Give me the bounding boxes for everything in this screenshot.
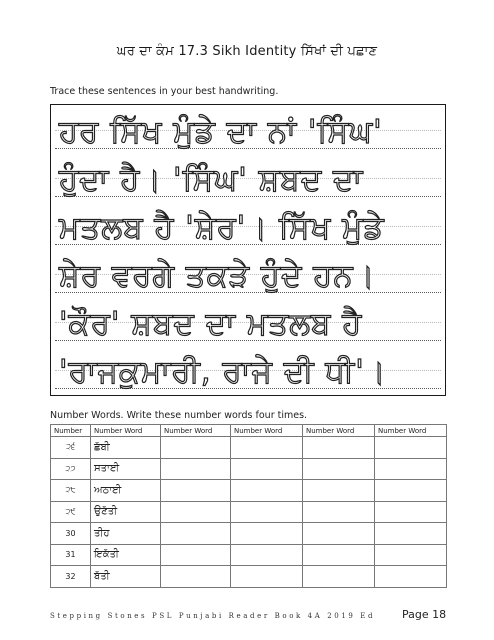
word-cell: ਬੱਤੀ — [91, 566, 161, 588]
number-cell: ੨੮ — [51, 480, 91, 502]
writing-cell[interactable] — [303, 523, 375, 545]
table-row — [51, 501, 447, 523]
trace-text: 'ਕੌਰ' ਸ਼ਬਦ ਦਾ ਮਤਲਬ ਹੈ — [59, 306, 363, 342]
writing-cell[interactable] — [161, 523, 231, 545]
column-header: Number — [51, 425, 91, 437]
column-header: Number Word — [161, 425, 231, 437]
writing-cell[interactable] — [161, 501, 231, 523]
column-header: Number Word — [303, 425, 375, 437]
writing-cell[interactable] — [161, 480, 231, 502]
writing-cell[interactable] — [231, 501, 303, 523]
word-cell: ਇਕੱਤੀ — [91, 544, 161, 566]
number-cell: ੨੯ — [51, 501, 91, 523]
number-cell: ੨੬ — [51, 437, 91, 459]
trace-text: ਹੁੰਦਾ ਹੈ। 'ਸਿੰਘ' ਸ਼ਬਦ ਦਾ — [59, 162, 364, 198]
table-row — [51, 566, 447, 588]
table-row — [51, 437, 447, 459]
table-header-row — [51, 425, 447, 437]
column-header: Number Word — [91, 425, 161, 437]
writing-cell[interactable] — [375, 523, 447, 545]
trace-line — [59, 299, 437, 347]
writing-cell[interactable] — [375, 501, 447, 523]
writing-cell[interactable] — [375, 480, 447, 502]
number-cell: 31 — [51, 544, 91, 566]
writing-cell[interactable] — [231, 480, 303, 502]
trace-line — [59, 251, 437, 299]
table-row — [51, 458, 447, 480]
writing-cell[interactable] — [375, 437, 447, 459]
trace-text: ਮਤਲਬ ਹੈ 'ਸ਼ੇਰ'। ਸਿੱਖ ਮੁੰਡੇ — [59, 210, 385, 246]
number-cell: ੨੭ — [51, 458, 91, 480]
word-cell: ਸਤਾਈ — [91, 458, 161, 480]
table-row — [51, 480, 447, 502]
number-cell: 32 — [51, 566, 91, 588]
word-cell: ਤੀਹ — [91, 523, 161, 545]
writing-cell[interactable] — [375, 544, 447, 566]
footer-text: Stepping Stones PSL Punjabi Reader Book 4A 2019 Ed — [50, 612, 376, 620]
writing-cell[interactable] — [303, 566, 375, 588]
writing-cell[interactable] — [303, 544, 375, 566]
table-row — [51, 544, 447, 566]
writing-cell[interactable] — [231, 458, 303, 480]
trace-line — [59, 203, 437, 251]
tracing-instruction: Trace these sentences in your best handwriting. — [50, 86, 279, 97]
tracing-box — [50, 104, 446, 396]
page-title: ਘਰ ਦਾ ਕੰਮ 17.3 Sikh Identity ਸਿੱਖਾਂ ਦੀ ਪਛਾਣ — [116, 44, 378, 59]
writing-cell[interactable] — [303, 458, 375, 480]
writing-cell[interactable] — [375, 458, 447, 480]
trace-text: 'ਰਾਜਕੁਮਾਰੀ, ਰਾਜੇ ਦੀ ਧੀ'। — [59, 354, 387, 390]
writing-cell[interactable] — [161, 458, 231, 480]
word-cell: ਉਣੱਤੀ — [91, 501, 161, 523]
writing-cell[interactable] — [161, 544, 231, 566]
writing-cell[interactable] — [231, 523, 303, 545]
writing-cell[interactable] — [375, 566, 447, 588]
writing-cell[interactable] — [231, 566, 303, 588]
writing-cell[interactable] — [303, 437, 375, 459]
word-cell: ਛੱਬੀ — [91, 437, 161, 459]
number-words-instruction: Number Words. Write these number words four times. — [50, 410, 308, 421]
page-number: Page 18 — [402, 608, 447, 621]
writing-cell[interactable] — [231, 437, 303, 459]
writing-cell[interactable] — [303, 480, 375, 502]
writing-cell[interactable] — [303, 501, 375, 523]
writing-cell[interactable] — [161, 566, 231, 588]
trace-text: ਹਰ ਸਿੱਖ ਮੁੰਡੇ ਦਾ ਨਾਂ 'ਸਿੰਘ' — [59, 114, 383, 150]
column-header: Number Word — [375, 425, 447, 437]
table-row — [51, 523, 447, 545]
trace-line — [59, 347, 437, 395]
trace-text: ਸ਼ੇਰ ਵਰਗੇ ਤਕੜੇ ਹੁੰਦੇ ਹਨ। — [59, 258, 376, 294]
writing-cell[interactable] — [231, 544, 303, 566]
trace-line — [59, 155, 437, 203]
column-header: Number Word — [231, 425, 303, 437]
number-words-table — [50, 424, 447, 588]
word-cell: ਅਠਾਈ — [91, 480, 161, 502]
trace-line — [59, 107, 437, 155]
writing-cell[interactable] — [161, 437, 231, 459]
number-cell: 30 — [51, 523, 91, 545]
